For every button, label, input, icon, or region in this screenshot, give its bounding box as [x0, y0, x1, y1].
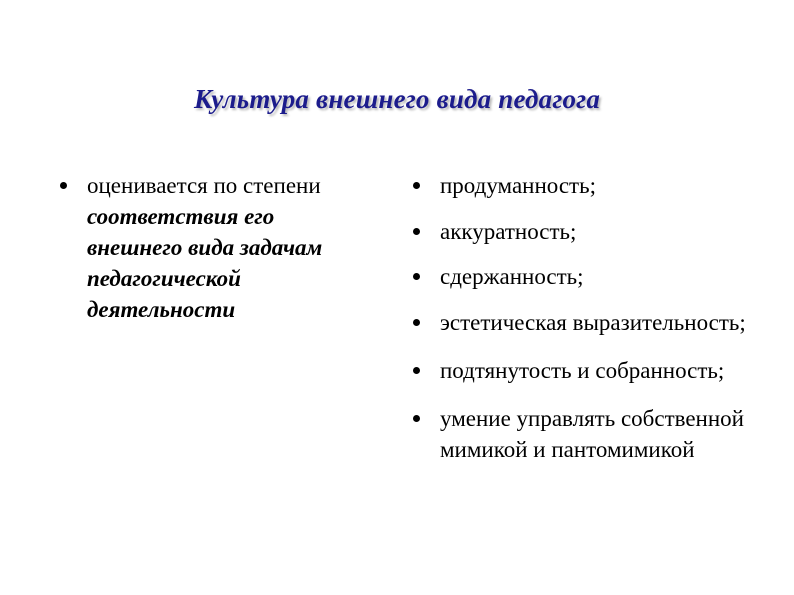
right-item-text: продуманность;: [440, 173, 596, 198]
right-item-text: умение управлять собственной мимикой и пантомимикой: [440, 406, 744, 462]
right-item-text: сдержанность;: [440, 264, 584, 289]
left-item-lead: оценивается по степени: [87, 173, 321, 198]
left-item-emphasis-line-2: внешнего вида задачам: [87, 235, 323, 260]
bullet-icon: [413, 228, 420, 235]
left-item-emphasis-line-3: педагогической: [87, 266, 241, 291]
bullet-icon: [413, 319, 420, 326]
right-item-text: аккуратность;: [440, 219, 577, 244]
right-bullet-item-2: [413, 216, 773, 247]
right-item-text: подтянутость и собранность;: [440, 358, 725, 383]
bullet-icon: [60, 182, 67, 189]
left-bullet-item: [60, 170, 390, 325]
right-bullet-item-4: [413, 307, 773, 338]
right-item-text: эстетическая выразительность;: [440, 310, 746, 335]
left-column: [60, 170, 390, 325]
bullet-icon: [413, 367, 420, 374]
bullet-icon: [413, 415, 420, 422]
right-column: [413, 170, 773, 481]
right-bullet-item-1: [413, 170, 773, 201]
left-item-emphasis-line-4: деятельности: [87, 297, 236, 322]
left-item-emphasis-line-1: соответствия его: [87, 204, 275, 229]
right-bullet-item-5: [413, 355, 773, 386]
right-bullet-item-3: [413, 261, 773, 292]
bullet-icon: [413, 182, 420, 189]
bullet-icon: [413, 273, 420, 280]
slide-title: Культура внешнего вида педагога: [193, 84, 601, 114]
right-bullet-item-6: [413, 403, 773, 465]
